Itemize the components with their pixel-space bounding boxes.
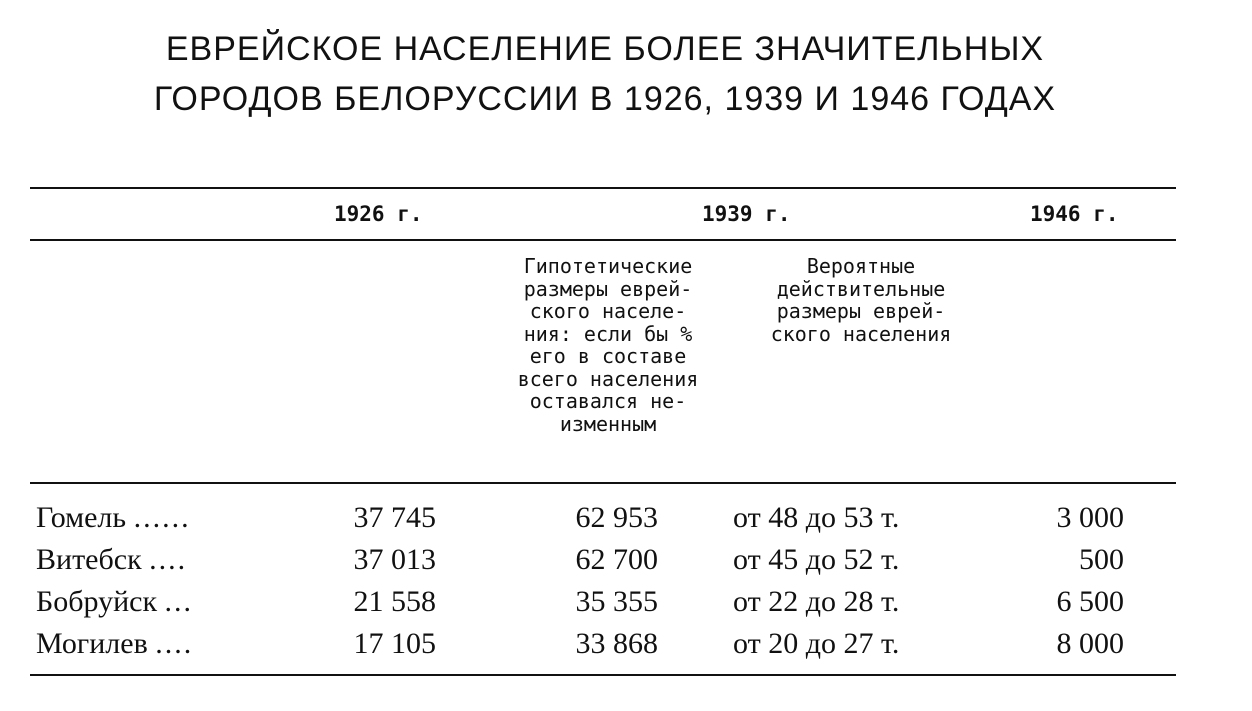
subheader-hypothetical-line: его в составе <box>529 344 687 368</box>
value-probable: от 20 до 27 т. <box>733 627 900 660</box>
page-title <box>0 24 1210 124</box>
leader-dots: ...... <box>133 501 191 534</box>
city-name: Бобруйск <box>36 585 158 618</box>
city-name: Витебск <box>36 543 142 576</box>
value-1946: 500 <box>1079 543 1124 576</box>
header-1939: 1939 г. <box>702 202 791 226</box>
value-probable: от 48 до 53 т. <box>733 501 900 534</box>
value-1946: 8 000 <box>1056 627 1124 660</box>
value-hypothetical: 33 868 <box>575 627 658 660</box>
city-cell <box>36 623 286 665</box>
value-1926: 17 105 <box>353 627 436 660</box>
subheader-probable-line: размеры еврей- <box>776 299 946 323</box>
value-1946: 6 500 <box>1056 585 1124 618</box>
header-1926: 1926 г. <box>334 202 423 226</box>
subheader-probable-line: ского населения <box>770 321 952 346</box>
city-cell <box>36 497 286 539</box>
city-cell <box>36 539 286 581</box>
subheader-hypothetical-line: изменным <box>559 411 657 436</box>
table-top-rule <box>30 187 1176 189</box>
subheader-probable-line: действительные <box>776 276 946 301</box>
value-1946: 3 000 <box>1056 501 1124 534</box>
year-header-rule <box>30 239 1176 241</box>
subheader-hypothetical-line: размеры еврей- <box>523 276 693 301</box>
city-name: Могилев <box>36 627 148 660</box>
subheader-rule <box>30 482 1176 484</box>
subheader-hypothetical-line: ния: если бы % <box>523 321 693 346</box>
subheader-probable-line: Вероятные <box>806 254 916 278</box>
value-probable: от 45 до 52 т. <box>733 543 900 576</box>
value-hypothetical: 35 355 <box>575 585 658 618</box>
value-hypothetical: 62 700 <box>575 543 658 576</box>
value-hypothetical: 62 953 <box>575 501 658 534</box>
subheader-hypothetical-line: всего населения <box>517 366 699 391</box>
city-cell <box>36 581 286 623</box>
value-1926: 37 745 <box>353 501 436 534</box>
subheader-hypothetical-line: ского населе- <box>529 299 687 323</box>
subheader-hypothetical <box>490 255 726 435</box>
table-bottom-rule <box>30 674 1176 676</box>
header-1946: 1946 г. <box>1030 202 1119 226</box>
leader-dots: .... <box>155 627 194 660</box>
value-1926: 37 013 <box>353 543 436 576</box>
subheader-hypothetical-line: оставался не- <box>529 389 687 413</box>
title-line-2: ГОРОДОВ БЕЛОРУССИИ В 1926, 1939 И 1946 ГОДАХ <box>153 80 1057 118</box>
city-name: Гомель <box>36 501 127 534</box>
title-line-1: ЕВРЕЙСКОЕ НАСЕЛЕНИЕ БОЛЕЕ ЗНАЧИТЕЛЬНЫХ <box>165 30 1045 68</box>
leader-dots: ... <box>164 585 194 618</box>
value-probable: от 22 до 28 т. <box>733 585 900 618</box>
value-1926: 21 558 <box>353 585 436 618</box>
subheader-hypothetical-line: Гипотетические <box>523 254 693 278</box>
leader-dots: .... <box>149 543 188 576</box>
subheader-probable <box>745 255 977 345</box>
